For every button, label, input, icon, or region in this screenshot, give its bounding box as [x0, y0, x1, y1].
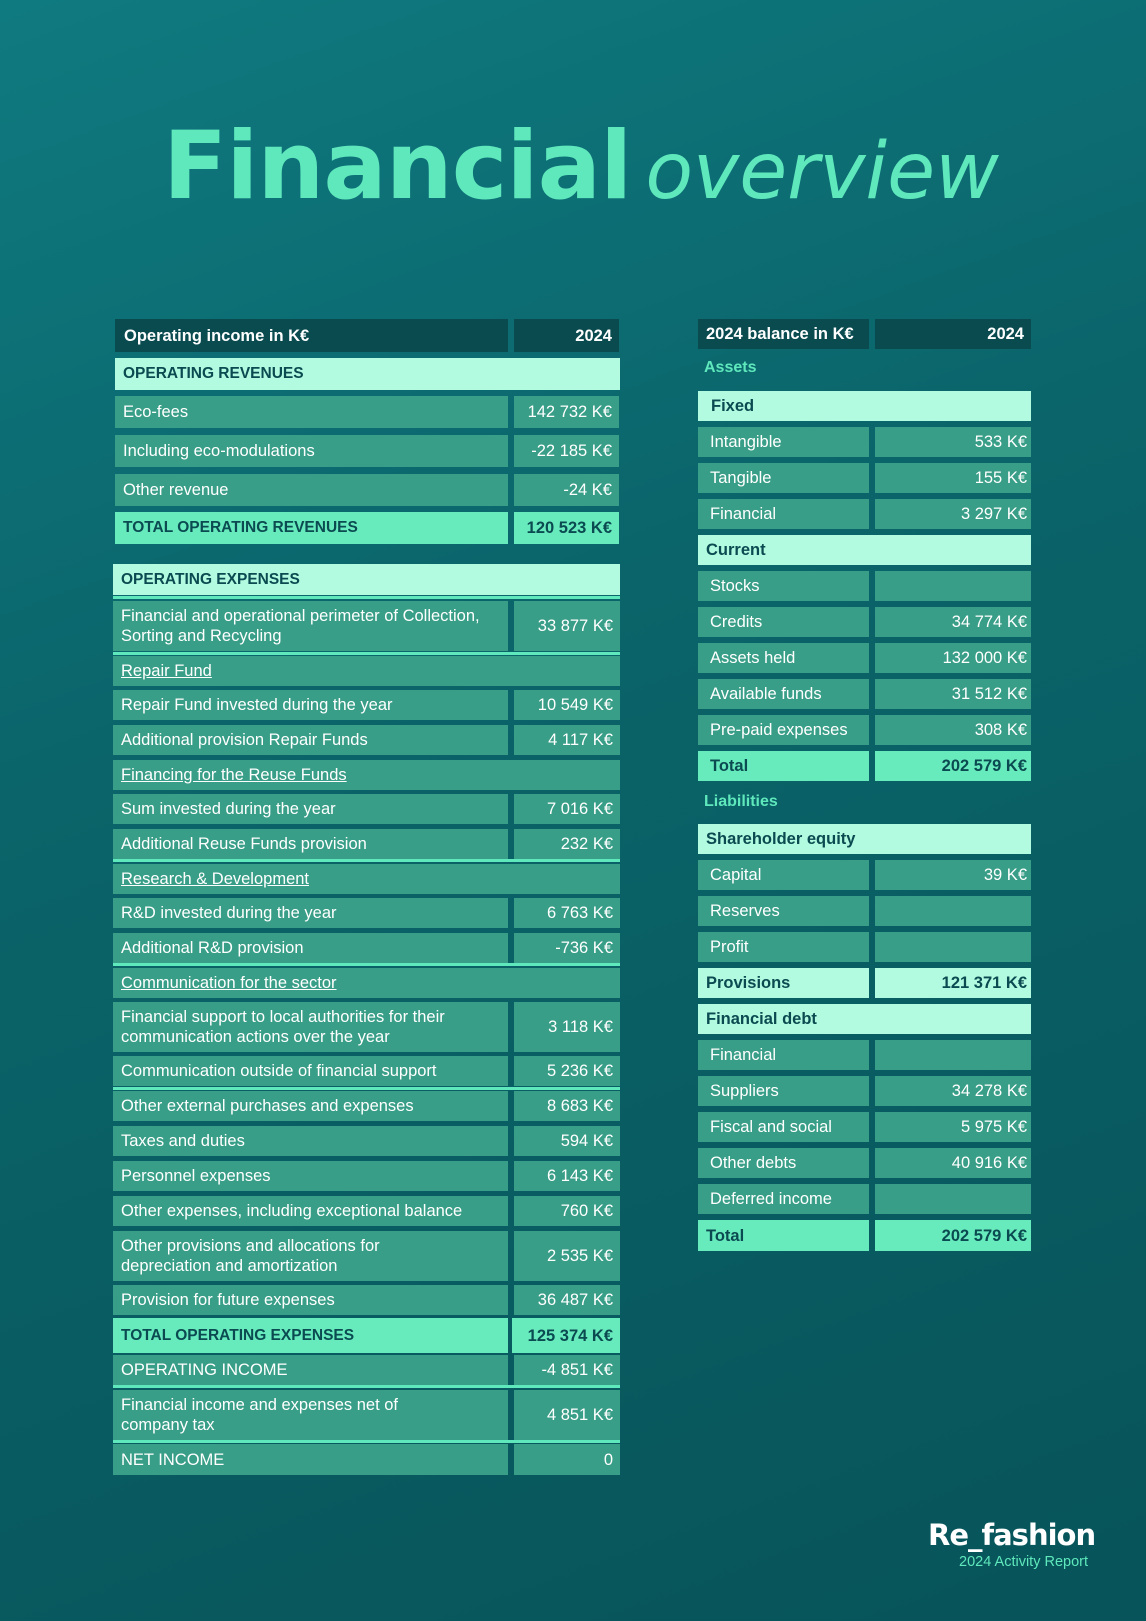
total-revenues-row	[115, 512, 619, 544]
row-label: Stocks	[698, 571, 869, 601]
provisions-row	[698, 968, 1031, 998]
research-development-title: Research & Development	[113, 864, 620, 894]
row-label: Reserves	[698, 896, 869, 926]
row-value: 34 278 K€	[875, 1076, 1031, 1106]
row-value: 760 K€	[514, 1196, 620, 1226]
table-row	[113, 794, 620, 824]
net-income-row	[113, 1444, 620, 1475]
rd-title-row	[113, 864, 620, 894]
row-label: Communication outside of financial support	[113, 1056, 508, 1086]
row-value: 39 K€	[875, 860, 1031, 890]
separator-line	[113, 1440, 620, 1443]
row-value: 40 916 K€	[875, 1148, 1031, 1178]
table-row	[698, 499, 1031, 529]
table-row	[113, 1002, 620, 1052]
balance-header-year: 2024	[875, 319, 1031, 349]
row-value: 8 683 K€	[514, 1091, 620, 1121]
row-value	[875, 896, 1031, 926]
total-revenues-value: 120 523 K€	[514, 512, 619, 544]
row-value	[875, 932, 1031, 962]
row-label: Capital	[698, 860, 869, 890]
separator-line	[113, 1087, 620, 1090]
row-label: Available funds	[698, 679, 869, 709]
row-value: 308 K€	[875, 715, 1031, 745]
row-label: Financial	[698, 499, 869, 529]
assets-total-row	[698, 751, 1031, 781]
net-income-value: 0	[514, 1444, 620, 1475]
row-label: Fiscal and social	[698, 1112, 869, 1142]
row-value: 6 143 K€	[514, 1161, 620, 1191]
operating-income-label: OPERATING INCOME	[113, 1355, 508, 1385]
row-label: Credits	[698, 607, 869, 637]
assets-total-label: Total	[698, 751, 869, 781]
operating-income-value: -4 851 K€	[514, 1355, 620, 1385]
equity-title-row	[698, 824, 1031, 854]
row-label: Financial and operational perimeter of Collection, Sorting and Recycling	[113, 601, 508, 651]
assets-total-value: 202 579 K€	[875, 751, 1031, 781]
row-label: Other debts	[698, 1148, 869, 1178]
income-header-label: Operating income in K€	[115, 319, 508, 352]
row-label: Tangible	[698, 463, 869, 493]
revenues-title-row	[115, 358, 620, 390]
table-row	[698, 932, 1031, 962]
table-row	[113, 1056, 620, 1086]
current-title: Current	[698, 535, 1031, 565]
provisions-value: 121 371 K€	[875, 968, 1031, 998]
table-row	[115, 435, 619, 467]
separator-line	[113, 596, 620, 599]
table-row	[113, 1231, 620, 1281]
liabilities-total-row	[698, 1220, 1031, 1251]
row-value: -24 K€	[514, 474, 619, 506]
table-row	[115, 474, 619, 506]
row-value: 533 K€	[875, 427, 1031, 457]
row-label: Deferred income	[698, 1184, 869, 1214]
table-row	[698, 571, 1031, 601]
row-label: Provision for future expenses	[113, 1285, 508, 1315]
row-label: Other provisions and allocations for depreciation and amortization	[113, 1231, 508, 1281]
refashion-logo	[928, 1518, 1096, 1570]
reuse-fund-title: Financing for the Reuse Funds	[113, 760, 620, 790]
row-value	[875, 571, 1031, 601]
table-row	[698, 607, 1031, 637]
revenues-title: OPERATING REVENUES	[115, 358, 620, 390]
table-row	[113, 898, 620, 928]
row-value: 2 535 K€	[514, 1231, 620, 1281]
row-label: Eco-fees	[115, 396, 508, 428]
row-label: Personnel expenses	[113, 1161, 508, 1191]
row-value: 3 118 K€	[514, 1002, 620, 1052]
table-row	[113, 690, 620, 720]
separator-line	[113, 1385, 620, 1388]
liabilities-heading: Liabilities	[704, 793, 778, 810]
reuse-title-row	[113, 760, 620, 790]
row-label: Other revenue	[115, 474, 508, 506]
row-label: Financial	[698, 1040, 869, 1070]
fixed-title: Fixed	[698, 391, 1031, 421]
liabilities-total-label: Total	[698, 1220, 869, 1251]
table-row	[698, 1112, 1031, 1142]
row-label: Assets held	[698, 643, 869, 673]
page-title	[163, 112, 999, 221]
row-label: R&D invested during the year	[113, 898, 508, 928]
separator-line	[113, 963, 620, 966]
income-header-row	[115, 319, 619, 352]
fixed-title-row	[698, 391, 1031, 421]
liabilities-total-value: 202 579 K€	[875, 1220, 1031, 1251]
title-word-overview: overview	[645, 127, 999, 217]
row-value: 3 297 K€	[875, 499, 1031, 529]
row-value: 31 512 K€	[875, 679, 1031, 709]
row-value: 5 975 K€	[875, 1112, 1031, 1142]
row-value: 4 117 K€	[514, 725, 620, 755]
expenses-title-row	[113, 564, 620, 595]
table-row	[698, 1040, 1031, 1070]
row-label: Additional Reuse Funds provision	[113, 829, 508, 859]
repair-fund-title: Repair Fund	[113, 656, 620, 686]
row-value: 6 763 K€	[514, 898, 620, 928]
equity-title: Shareholder equity	[698, 824, 1031, 854]
total-revenues-label: TOTAL OPERATING REVENUES	[115, 512, 508, 544]
table-row	[698, 427, 1031, 457]
row-label: Other external purchases and expenses	[113, 1091, 508, 1121]
separator-line	[113, 859, 620, 862]
table-row	[698, 715, 1031, 745]
title-word-financial: Financial	[163, 112, 632, 221]
financial-income-value: 4 851 K€	[514, 1390, 620, 1440]
table-row	[113, 725, 620, 755]
balance-header-row	[698, 319, 1031, 349]
row-value: 132 000 K€	[875, 643, 1031, 673]
row-label: Financial support to local authorities for their communication actions over the year	[113, 1002, 508, 1052]
table-row	[698, 1184, 1031, 1214]
table-row	[698, 463, 1031, 493]
row-value: 594 K€	[514, 1126, 620, 1156]
financial-income-label: Financial income and expenses net of company tax	[113, 1390, 508, 1440]
communication-title-row	[113, 968, 620, 998]
row-label: Profit	[698, 932, 869, 962]
table-row	[698, 1148, 1031, 1178]
table-row	[698, 1076, 1031, 1106]
logo-subtitle: 2024 Activity Report	[959, 1554, 1088, 1570]
row-value: 7 016 K€	[514, 794, 620, 824]
table-row	[113, 829, 620, 859]
logo-brand: Re_fashion	[928, 1518, 1096, 1552]
expenses-title: OPERATING EXPENSES	[113, 564, 620, 595]
row-value: 5 236 K€	[514, 1056, 620, 1086]
table-row	[113, 1126, 620, 1156]
row-value: 36 487 K€	[514, 1285, 620, 1315]
table-row	[113, 1285, 620, 1315]
provisions-label: Provisions	[698, 968, 869, 998]
row-label: Additional provision Repair Funds	[113, 725, 508, 755]
row-label: Additional R&D provision	[113, 933, 508, 963]
repair-title-row	[113, 656, 620, 686]
row-value: 155 K€	[875, 463, 1031, 493]
row-label: Pre-paid expenses	[698, 715, 869, 745]
total-expenses-row	[113, 1318, 620, 1353]
operating-income-row	[113, 1355, 620, 1385]
row-value: 34 774 K€	[875, 607, 1031, 637]
row-label: Including eco-modulations	[115, 435, 508, 467]
row-value: 10 549 K€	[514, 690, 620, 720]
row-label: Sum invested during the year	[113, 794, 508, 824]
table-row	[115, 396, 619, 428]
table-row	[113, 1196, 620, 1226]
separator-line	[113, 652, 620, 655]
row-label: Taxes and duties	[113, 1126, 508, 1156]
table-row	[113, 933, 620, 963]
balance-header-label: 2024 balance in K€	[698, 319, 869, 349]
row-label: Other expenses, including exceptional balance	[113, 1196, 508, 1226]
row-value: -736 K€	[514, 933, 620, 963]
row-label: Repair Fund invested during the year	[113, 690, 508, 720]
total-expenses-label: TOTAL OPERATING EXPENSES	[113, 1318, 508, 1353]
debt-title-row	[698, 1004, 1031, 1034]
debt-title: Financial debt	[698, 1004, 1031, 1034]
row-value	[875, 1040, 1031, 1070]
row-value: 232 K€	[514, 829, 620, 859]
table-row	[113, 1161, 620, 1191]
current-title-row	[698, 535, 1031, 565]
row-label: Intangible	[698, 427, 869, 457]
row-value: -22 185 K€	[514, 435, 619, 467]
table-row	[698, 643, 1031, 673]
row-value: 33 877 K€	[514, 601, 620, 651]
net-income-label: NET INCOME	[113, 1444, 508, 1475]
table-row	[698, 860, 1031, 890]
table-row	[698, 679, 1031, 709]
income-header-year: 2024	[514, 319, 619, 352]
financial-income-row	[113, 1390, 620, 1440]
row-label: Suppliers	[698, 1076, 869, 1106]
assets-heading: Assets	[704, 359, 757, 376]
communication-title: Communication for the sector	[113, 968, 620, 998]
total-expenses-value: 125 374 K€	[512, 1318, 620, 1353]
row-value: 142 732 K€	[514, 396, 619, 428]
table-row	[698, 896, 1031, 926]
table-row	[113, 601, 620, 651]
row-value	[875, 1184, 1031, 1214]
table-row	[113, 1091, 620, 1121]
